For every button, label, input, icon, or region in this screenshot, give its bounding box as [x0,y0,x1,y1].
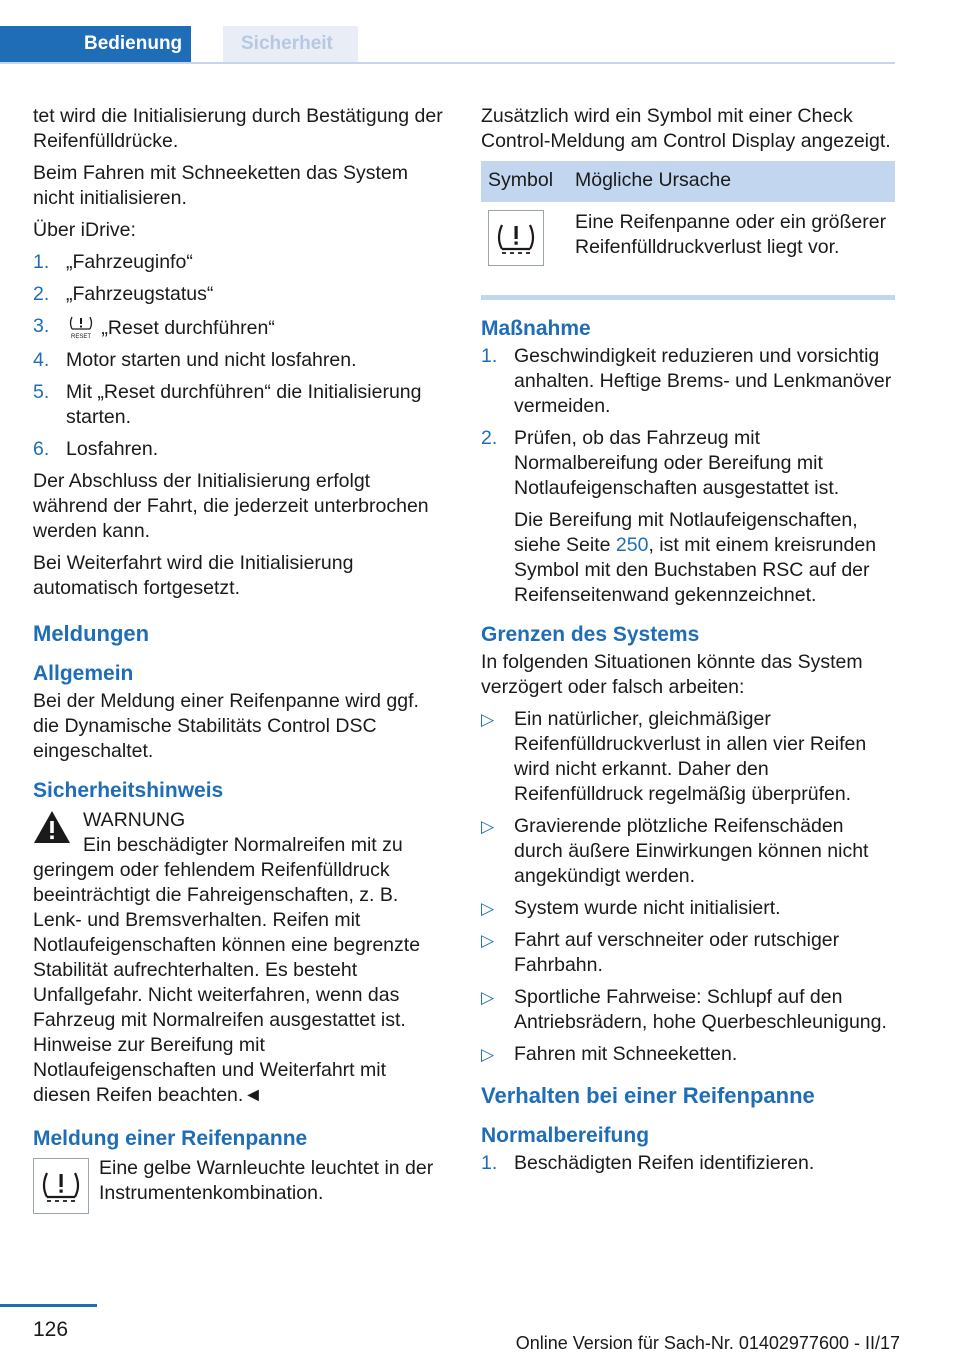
bullet-arrow-icon: ▷ [481,931,495,950]
footer-rule [0,1304,97,1307]
bullet-arrow-icon: ▷ [481,899,495,918]
list-item [481,1151,895,1176]
step-number: 2. [33,283,50,305]
paragraph: Über iDrive: [33,219,136,241]
warning-text: Ein beschädigter Normalreifen mit zu geringem oder fehlendem Reifenfülldruck beeinträchtigt die Fahreigenschaften, z. B. Lenk- und Bremsverhalten. Reifen mit Notlaufeigenschaften können eine begrenzte Stabilität aufrechterhalten. Es besteht Unfallgefahr. Nicht weiterfahren, wenn das Fahrzeug mit Normalreifen ausgestattet ist. Hinweise zur Bereifung mit Notlaufeigenschaften und Weiterfahrt mit diesen Reifen beachten.◄ [33,834,421,1106]
step-text: Motor starten und nicht losfahren. [66,349,357,371]
left-column [33,104,446,1218]
step-text: Prüfen, ob das Fahrzeug mit Normalbereifung oder Bereifung mit Notlaufeigenschaften ausgestattet ist. [514,427,840,499]
step-number: 2. [481,427,498,449]
paragraph: Der Abschluss der Initialisierung erfolgt während der Fahrt, die jederzeit unterbrochen werden kann. [33,470,429,542]
step-number: 4. [33,349,50,371]
page-link[interactable]: 250 [615,534,649,556]
step-number: 6. [33,438,50,460]
bullet-arrow-icon: ▷ [481,710,495,729]
list-item [33,380,446,430]
bullet-text: Ein natürlicher, gleichmäßiger Reifenfülldruckverlust in allen vier Reifen wird nicht erkannt. Daher den Reifenfülldruck regelmäßig überprüfen. [514,708,867,805]
paragraph: tet wird die Initialisierung durch Bestätigung der Reifenfülldrücke. [33,105,443,152]
heading-meldungen: Meldungen [33,621,150,646]
step-number: 1. [33,251,50,273]
heading-sicherheitshinweis: Sicherheitshinweis [33,779,224,802]
bullet-arrow-icon: ▷ [481,1045,495,1064]
normal-steps [481,1151,895,1176]
bullet-text: Sportliche Fahrweise: Schlupf auf den Antriebsrädern, hohe Querbeschleunigung. [514,986,887,1033]
heading-grenzen: Grenzen des Systems [481,623,700,646]
step-text: „Fahrzeuginfo“ [66,251,193,273]
table-header-symbol: Symbol [481,161,575,202]
tab-sicherheit[interactable]: Sicherheit [223,26,358,62]
heading-normalbereifung: Normalbereifung [481,1124,650,1147]
heading-meldung-reifenpanne: Meldung einer Reifenpanne [33,1127,308,1150]
list-item [33,250,446,275]
heading-allgemein: Allgemein [33,662,134,685]
step-number: 1. [481,345,498,367]
list-item [481,814,895,889]
page-number: 126 [33,1318,69,1341]
tire-pressure-warning-icon [488,210,544,266]
list-item [33,348,446,373]
list-item [481,707,895,807]
tire-pressure-warning-icon [33,1158,89,1214]
list-item [33,282,446,307]
bullet-text: Fahren mit Schneeketten. [514,1043,738,1065]
bullet-text: Gravierende plötzliche Reifenschäden durch äußere Einwirkungen können nicht angekündigt werden. [514,815,869,887]
bullet-arrow-icon: ▷ [481,817,495,836]
note-text: Die Bereifung mit Notlaufeigenschaften, siehe Seite [514,509,858,556]
table-divider [481,295,895,300]
right-column [481,104,895,1183]
table-header-ursache: Mögliche Ursache [575,161,895,202]
step-text: Mit „Reset durchführen“ die Initialisierung starten. [66,381,422,428]
paragraph: Zusätzlich wird ein Symbol mit einer Check Control-Meldung am Control Display angezeigt. [481,105,891,152]
paragraph: Bei Weiterfahrt wird die Initialisierung automatisch fortgesetzt. [33,552,354,599]
warning-triangle-icon [33,810,71,844]
list-item [33,314,446,341]
warning-block [33,808,446,833]
paragraph: Eine gelbe Warnleuchte leuchtet in der Instrumentenkombination. [99,1157,434,1204]
table-row [481,202,895,283]
bullet-arrow-icon: ▷ [481,988,495,1007]
list-item [481,985,895,1035]
step-number: 3. [33,315,50,337]
tab-bedienung[interactable]: Bedienung [0,26,191,62]
paragraph: In folgenden Situationen könnte das System verzögert oder falsch arbeiten: [481,651,863,698]
paragraph: Bei der Meldung einer Reifenpanne wird ggf. die Dynamische Stabilitäts Control DSC eingeschaltet. [33,690,419,762]
list-item [481,426,895,608]
list-item [481,928,895,978]
bullet-text: Fahrt auf verschneiter oder rutschiger Fahrbahn. [514,929,840,976]
limits-list [481,707,895,1067]
heading-massnahme: Maßnahme [481,317,591,340]
massnahme-steps [481,344,895,608]
tire-reset-icon [66,314,96,340]
table-cell-ursache: Eine Reifenpanne oder ein größerer Reifenfülldruckverlust liegt vor. [575,211,887,258]
svg-text:RESET: RESET [70,334,92,340]
symbol-table [481,161,895,283]
idrive-steps [33,250,446,462]
warning-light-block [33,1156,446,1218]
step-text: „Fahrzeugstatus“ [66,283,214,305]
list-item [481,1042,895,1067]
list-item [481,896,895,921]
warning-title: WARNUNG [83,809,186,831]
step-note [514,508,895,608]
table-header-row [481,161,895,202]
step-text: „Reset durchführen“ [101,317,275,339]
note-text: , ist mit einem kreisrunden Symbol mit den Buchstaben RSC auf der Reifenseitenwand gekennzeichnet. [514,534,877,606]
list-item [481,344,895,419]
heading-verhalten: Verhalten bei einer Reifenpanne [481,1083,815,1108]
footer-version-text: Online Version für Sach-Nr. 01402977600 - II/17 [515,1333,900,1353]
chapter-tabs [0,26,895,64]
step-number: 5. [33,381,50,403]
bullet-text: System wurde nicht initialisiert. [514,897,781,919]
table-cell-symbol [481,202,575,283]
list-item [33,437,446,462]
step-text: Beschädigten Reifen identifizieren. [514,1152,815,1174]
step-number: 1. [481,1152,498,1174]
step-text: Geschwindigkeit reduzieren und vorsichtig anhalten. Heftige Brems- und Lenkmanöver vermeiden. [514,345,892,417]
step-text: Losfahren. [66,438,159,460]
paragraph: Beim Fahren mit Schneeketten das System nicht initialisieren. [33,162,409,209]
